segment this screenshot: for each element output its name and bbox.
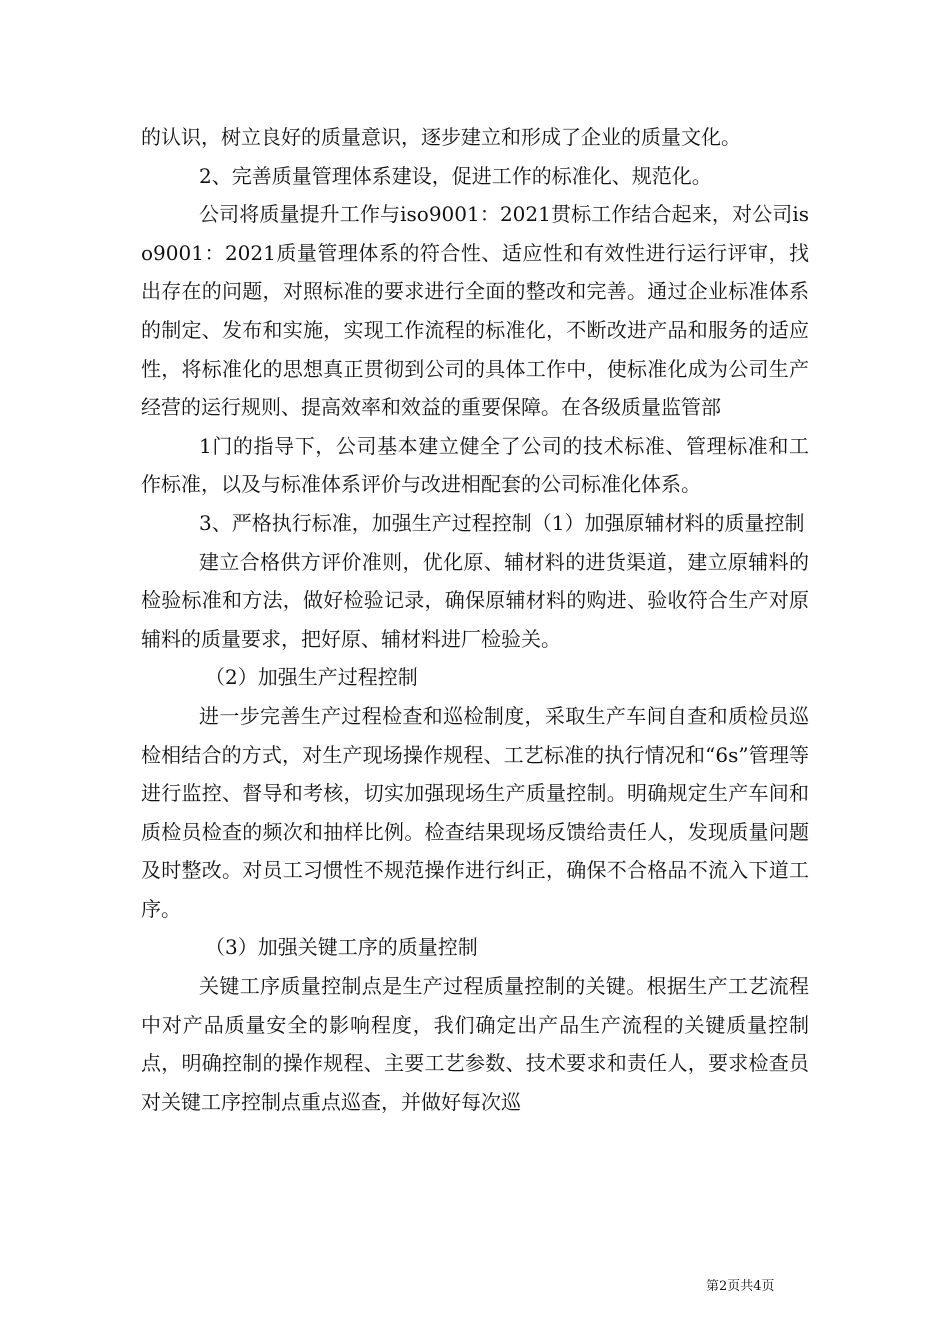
page-number-footer: 第2页共4页: [706, 1279, 775, 1294]
paragraph: 进一步完善生产过程检查和巡检制度，采取生产车间自查和质检员巡检相结合的方式，对生产现场操作规程、工艺标准的执行情况和“6s”管理等进行监控、督导和考核，切实加强现场生产质量控制。明确规定生产车间和质检员检查的频次和抽样比例。检查结果现场反馈给责任人，发现质量问题及时整改。对员工习惯性不规范操作进行纠正，确保不合格品不流入下道工序。: [141, 703, 809, 921]
section-heading: 2、完善质量管理体系建设，促进工作的标准化、规范化。: [199, 163, 712, 188]
paragraph: 建立合格供方评价准则，优化原、辅材料的进货渠道，建立原辅料的检验标准和方法，做好检验记录，确保原辅材料的购进、验收符合生产对原辅料的质量要求，把好原、辅材料进厂检验关。: [141, 549, 809, 651]
paragraph: 的认识，树立良好的质量意识，逐步建立和形成了企业的质量文化。: [141, 125, 741, 149]
body-text: [141, 118, 809, 1121]
section-heading: 3、严格执行标准，加强生产过程控制（1）加强原辅材料的质量控制: [199, 510, 805, 535]
subsection-heading: （2）加强生产过程控制: [205, 665, 418, 690]
subsection-heading: （3）加强关键工序的质量控制: [205, 935, 478, 960]
paragraph: 关键工序质量控制点是生产过程质量控制的关键。根据生产工艺流程中对产品质量安全的影响程度，我们确定出产品生产流程的关键质量控制点，明确控制的操作规程、主要工艺参数、技术要求和责任人，要求检查员对关键工序控制点重点巡查，并做好每次巡: [141, 974, 809, 1114]
paragraph: 1门的指导下，公司基本建立健全了公司的技术标准、管理标准和工作标准，以及与标准体系评价与改进相配套的公司标准化体系。: [141, 433, 809, 497]
paragraph: 公司将质量提升工作与iso9001：2021贯标工作结合起来，对公司iso9001：2021质量管理体系的符合性、适应性和有效性进行运行评审，找出存在的问题，对照标准的要求进行全面的整改和完善。通过企业标准体系的制定、发布和实施，实现工作流程的标准化，不断改进产品和服务的适应性，将标准化的思想真正贯彻到公司的具体工作中，使标准化成为公司生产经营的运行规则、提高效率和效益的重要保障。在各级质量监管部: [141, 202, 809, 420]
